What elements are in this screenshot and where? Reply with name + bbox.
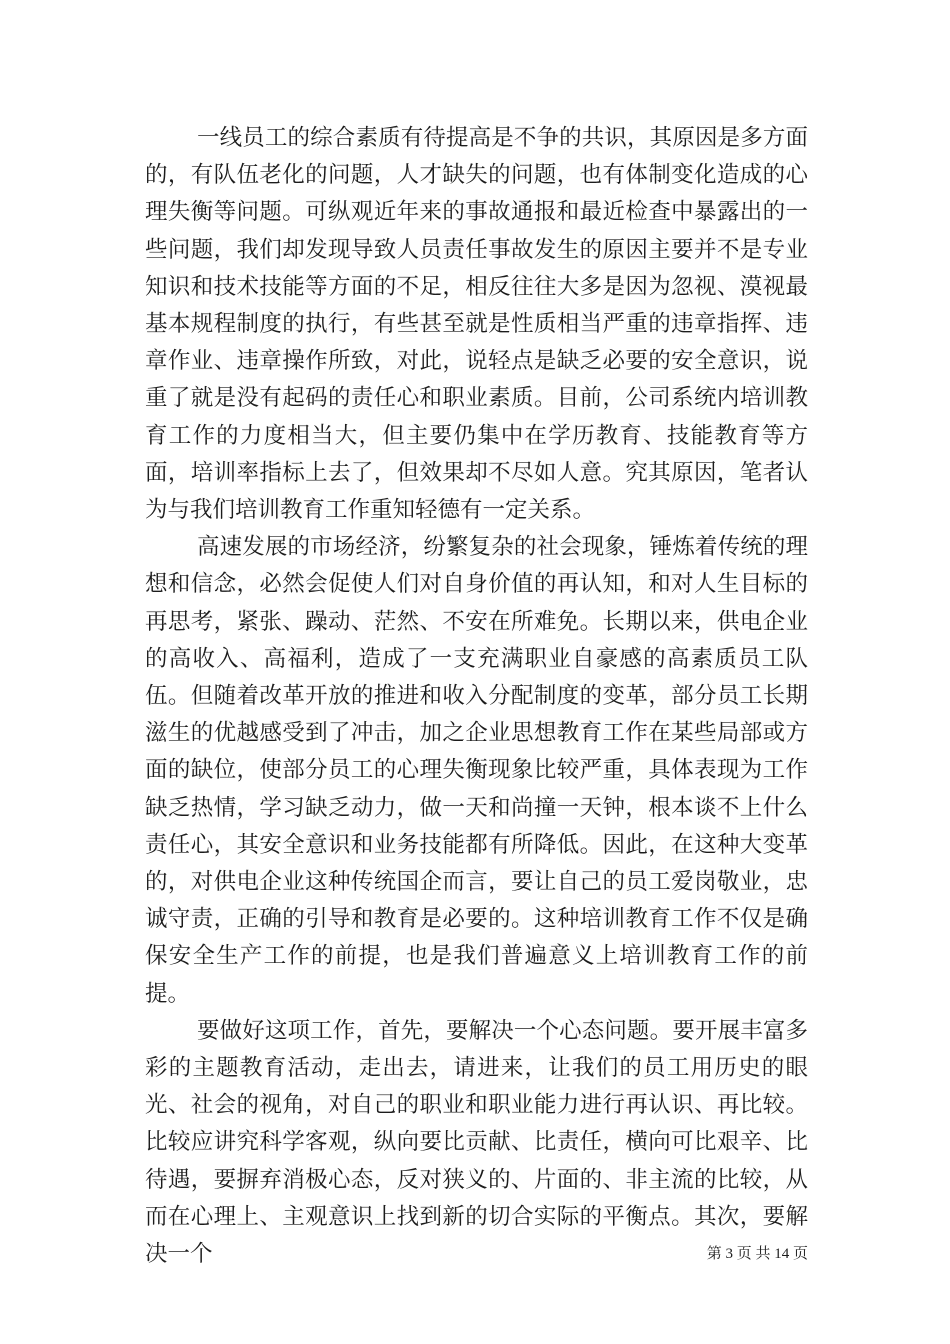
paragraph-1: 一线员工的综合素质有待提高是不争的共识，其原因是多方面的，有队伍老化的问题，人才缺失的问题，也有体制变化造成的心理失衡等问题。可纵观近年来的事故通报和最近检查中暴露出的一些问题，我们却发现导致人员责任事故发生的原因主要并不是专业知识和技术技能等方面的不足，相反往往大多是因为忽视、漠视最基本规程制度的执行，有些甚至就是性质相当严重的违章指挥、违章作业、违章操作所致，对此，说轻点是缺乏必要的安全意识，说重了就是没有起码的责任心和职业素质。目前，公司系统内培训教育工作的力度相当大，但主要仍集中在学历教育、技能教育等方面，培训率指标上去了，但效果却不尽如人意。究其原因，笔者认为与我们培训教育工作重知轻德有一定关系。 [145, 125, 808, 523]
paragraph-2: 高速发展的市场经济，纷繁复杂的社会现象，锤炼着传统的理想和信念，必然会促使人们对自身价值的再认知，和对人生目标的再思考，紧张、躁动、茫然、不安在所难免。长期以来，供电企业的高收入、高福利，造成了一支充满职业自豪感的高素质员工队伍。但随着改革开放的推进和收入分配制度的变革，部分员工长期滋生的优越感受到了冲击，加之企业思想教育工作在某些局部或方面的缺位，使部分员工的心理失衡现象比较严重，具体表现为工作缺乏热情，学习缺乏动力，做一天和尚撞一天钟，根本谈不上什么责任心，其安全意识和业务技能都有所降低。因此，在这种大变革的，对供电企业这种传统国企而言，要让自己的员工爱岗敬业，忠诚守责，正确的引导和教育是必要的。这种培训教育工作不仅是确保安全生产工作的前提，也是我们普遍意义上培训教育工作的前提。 [145, 534, 808, 1006]
paragraph-3: 要做好这项工作，首先，要解决一个心态问题。要开展丰富多彩的主题教育活动，走出去，请进来，让我们的员工用历史的眼光、社会的视角，对自己的职业和职业能力进行再认识、再比较。比较应讲究科学客观，纵向要比贡献、比责任，横向可比艰辛、比待遇，要摒弃消极心态，反对狭义的、片面的、非主流的比较，从而在心理上、主观意识上找到新的切合实际的平衡点。其次，要解决一个 [145, 1017, 808, 1267]
document-body [145, 119, 808, 1272]
page-number: 第 3 页 共 14 页 [706, 1246, 808, 1262]
